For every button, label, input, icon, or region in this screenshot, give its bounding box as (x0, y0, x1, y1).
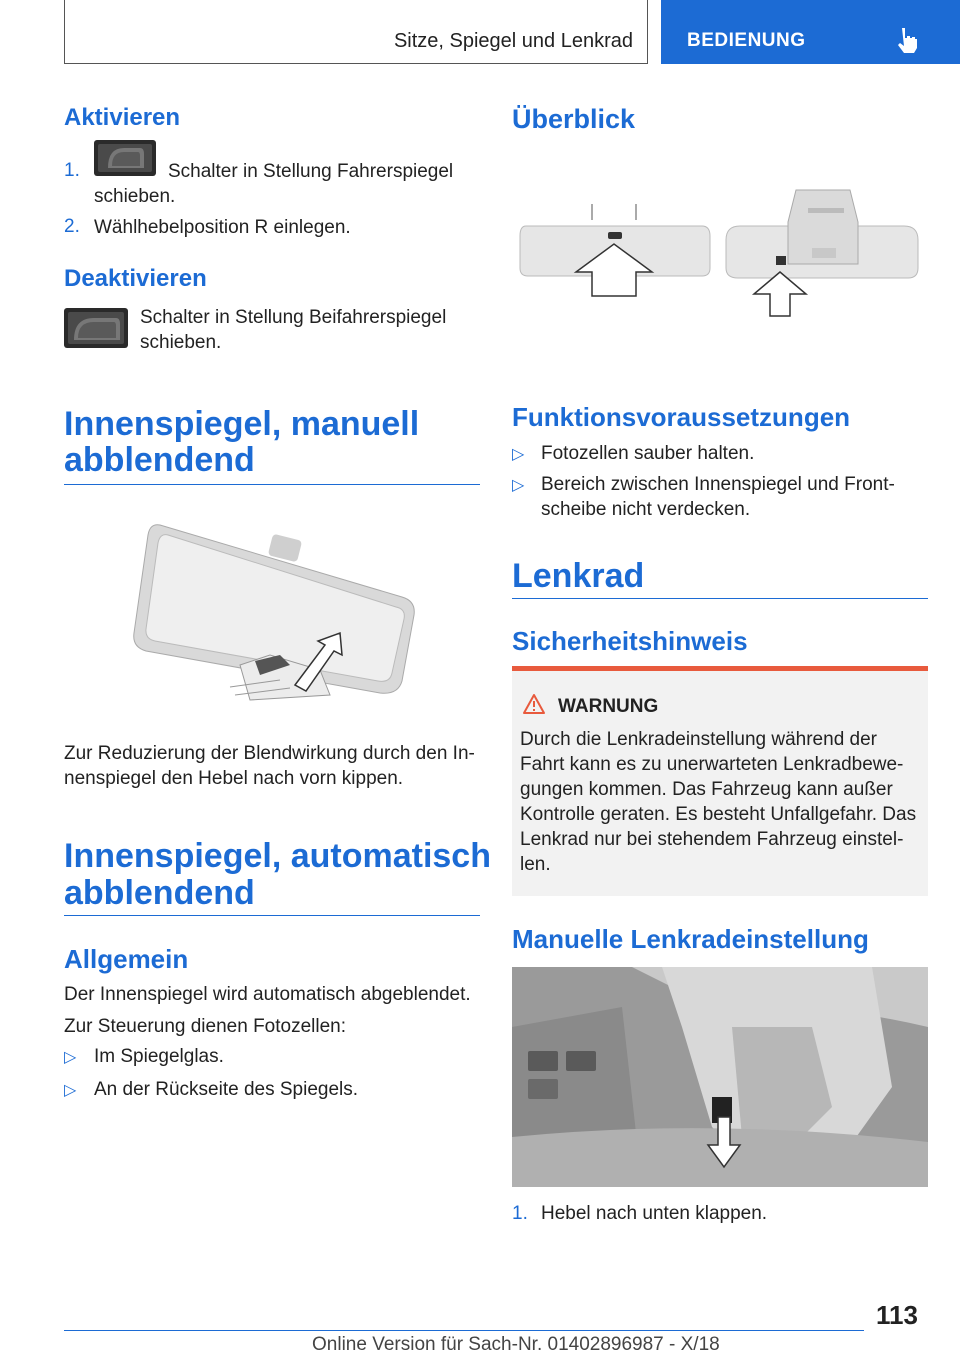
warning-text-line: Kontrolle geraten. Es besteht Unfallgefahr. Das (520, 804, 917, 825)
heading-funktion: Funktionsvoraussetzungen (512, 402, 851, 432)
heading-manuelle-lenkradeinstellung: Manuelle Lenkradeinstellung (512, 924, 869, 954)
warning-triangle-icon (522, 693, 546, 715)
header-section-box (64, 0, 648, 64)
list-item: Fotozellen sauber halten. (541, 443, 755, 464)
heading-rule (64, 915, 480, 916)
bullet-icon: ▷ (512, 446, 525, 463)
list-item-cont: scheibe nicht verdecken. (541, 499, 751, 520)
warning-text-line: Fahrt kann es zu unerwarteten Lenkradbewe‐ (520, 754, 904, 775)
section-title: Sitze, Spiegel und Lenkrad (393, 30, 633, 52)
warning-text-line: Lenkrad nur bei stehendem Fahrzeug einstel‐ (520, 829, 904, 850)
heading-rule (512, 598, 928, 599)
deaktivieren-text-cont: schieben. (140, 332, 222, 353)
bullet-icon: ▷ (64, 1082, 77, 1099)
step1-text: Schalter in Stellung Fahrerspiegel (168, 161, 454, 182)
footer-rule (64, 1330, 864, 1331)
chapter-label: BEDIENUNG (687, 30, 806, 51)
step-text: Hebel nach unten klappen. (541, 1203, 768, 1224)
mirror-switch-icon (64, 308, 128, 348)
heading-lenkrad: Lenkrad (512, 557, 645, 595)
heading-sicherheitshinweis: Sicherheitshinweis (512, 626, 748, 656)
overview-mirror-illustration (512, 180, 928, 320)
reading-hand-icon (893, 24, 923, 54)
list-item: An der Rückseite des Spiegels. (94, 1079, 359, 1100)
heading-automatisch: Innenspiegel, automatisch (64, 837, 491, 875)
mirror-switch-icon (94, 140, 156, 176)
list-item: Bereich zwischen Innenspiegel und Front‐ (541, 474, 895, 495)
step-number: 1. (64, 160, 80, 181)
heading-deaktivieren: Deaktivieren (64, 265, 207, 292)
heading-manuell: Innenspiegel, manuell (64, 405, 420, 443)
bullet-icon: ▷ (512, 477, 525, 494)
warning-text-line: Durch die Lenkradeinstellung während der (520, 729, 878, 750)
step-number: 2. (64, 216, 80, 237)
manual-mirror-illustration (120, 515, 420, 705)
warning-text-line: gungen kommen. Das Fahrzeug kann außer (520, 779, 893, 800)
deaktivieren-text: Schalter in Stellung Beifahrerspiegel (140, 307, 447, 328)
heading-aktivieren: Aktivieren (64, 104, 181, 131)
allgemein-text: Der Innenspiegel wird automatisch abgeblendet. (64, 984, 471, 1005)
bullet-icon: ▷ (64, 1049, 77, 1066)
heading-allgemein: Allgemein (64, 944, 189, 974)
manuell-text: Zur Reduzierung der Blendwirkung durch den In‐ (64, 743, 475, 764)
warning-text-line: len. (520, 854, 551, 875)
list-item: Im Spiegelglas. (94, 1046, 224, 1067)
step2-text: Wählhebelposition R einlegen. (94, 217, 351, 238)
step-number: 1. (512, 1203, 528, 1224)
step1-text-cont: schieben. (94, 186, 176, 207)
steering-column-photo (512, 967, 928, 1187)
heading-automatisch-cont: abblendend (64, 874, 255, 912)
manuell-text-cont: nenspiegel den Hebel nach vorn kippen. (64, 768, 404, 789)
online-version-text: Online Version für Sach-Nr. 01402896987 - X/18 (312, 1334, 720, 1355)
warning-title: WARNUNG (558, 696, 659, 717)
heading-manuell-cont: abblendend (64, 441, 255, 479)
chapter-tab (661, 0, 960, 64)
page-number: 113 (876, 1300, 918, 1330)
heading-ueberblick: Überblick (512, 104, 636, 134)
warning-box (512, 671, 928, 896)
heading-rule (64, 484, 480, 485)
allgemein-text: Zur Steuerung dienen Fotozellen: (64, 1016, 347, 1037)
